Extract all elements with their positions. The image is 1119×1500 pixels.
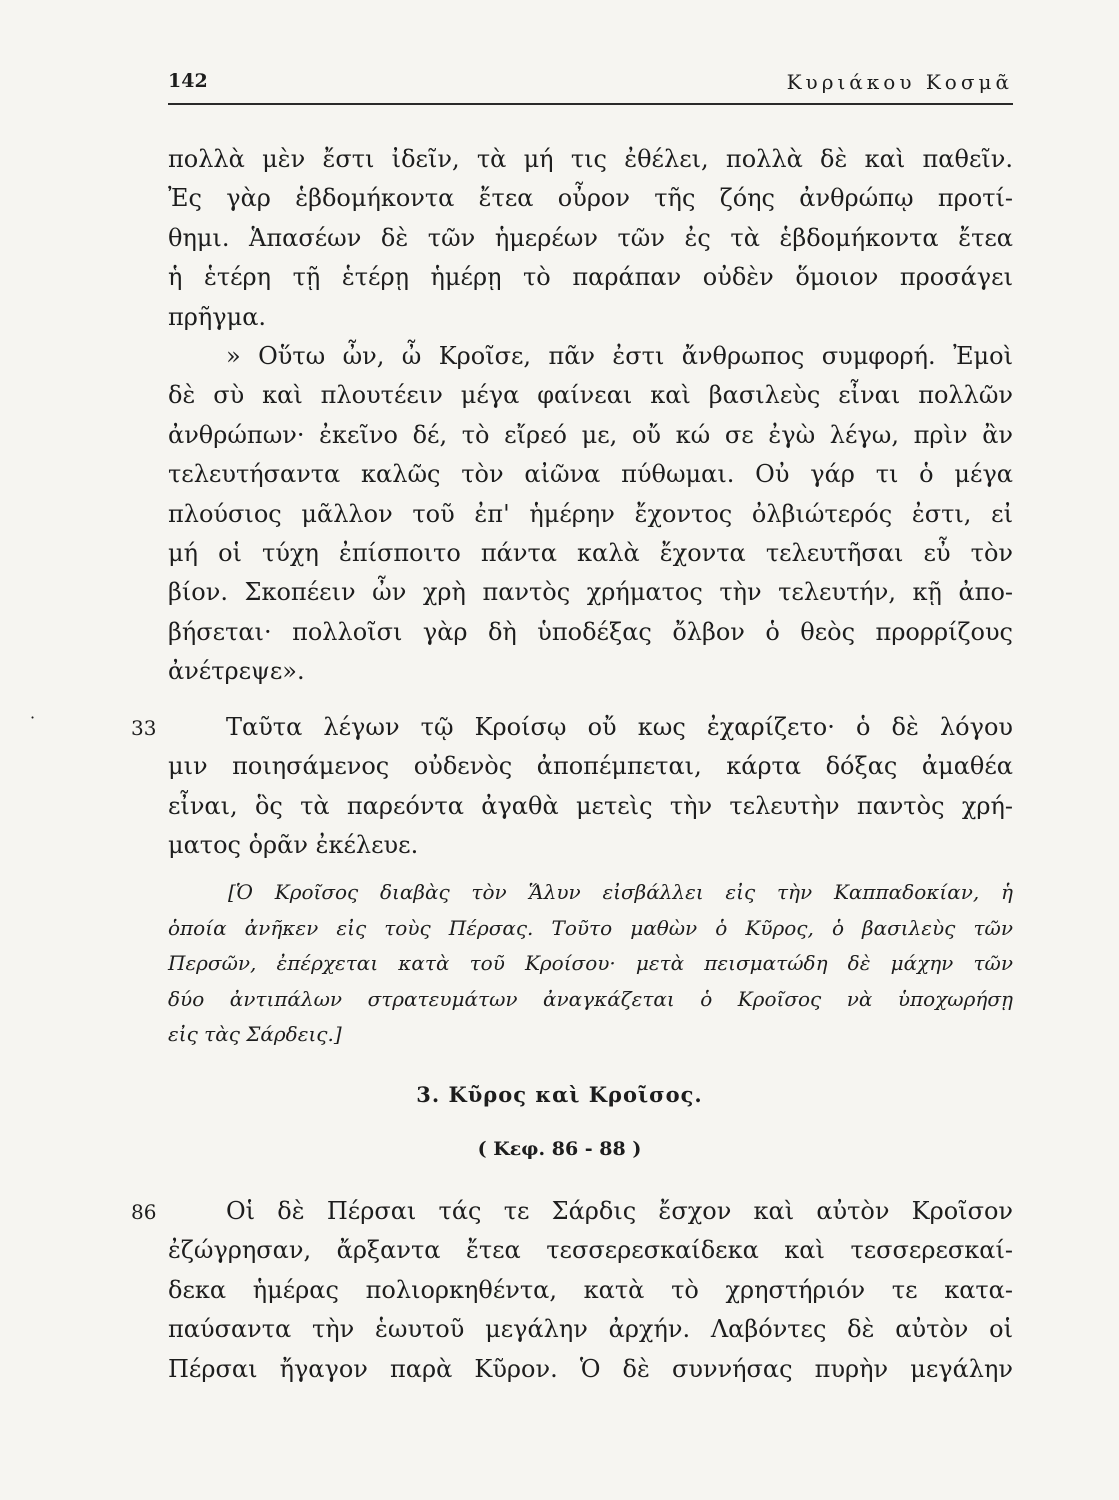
text-line: πολλὰ μὲν ἔστι ἰδεῖν, τὰ μή τις ἐθέλει, πολλὰ δὲ καὶ παθεῖν. (168, 145, 1013, 173)
margin-chapter-number: 86 (131, 1200, 157, 1224)
text-line: ἀνέτρεψε». (168, 657, 305, 686)
text-line: δεκα ἡμέρας πολιορκηθέντα, κατὰ τὸ χρηστήριόν τε κατα- (168, 1275, 1013, 1304)
text-line: ἡ ἑτέρη τῇ ἑτέρῃ ἡμέρῃ τὸ παράπαν οὐδὲν ὅμοιον προσάγει (168, 263, 1013, 292)
note-line: δύο ἀντιπάλων στρατευμάτων ἀναγκάζεται ὁ Κροῖσος νὰ ὑποχωρήσῃ (168, 986, 1013, 1011)
summary-note (168, 875, 1013, 1053)
text-line: βήσεται· πολλοῖσι γὰρ δὴ ὑποδέξας ὄλβον ὁ θεὸς προρρίζους (168, 617, 1013, 646)
note-line: ὁποία ἀνῆκεν εἰς τοὺς Πέρσας. Τοῦτο μαθὼν ὁ Κῦρος, ὁ βασιλεὺς τῶν (168, 915, 1013, 940)
margin-mark: · (30, 708, 36, 727)
text-line: ματος ὁρᾶν ἐκέλευε. (168, 831, 419, 860)
note-line: Περσῶν, ἐπέρχεται κατὰ τοῦ Κροίσου· μετὰ πεισματώδη δὲ μάχην τῶν (168, 951, 1013, 976)
text-line: Οἱ δὲ Πέρσαι τάς τε Σάρδις ἔσχον καὶ αὐτὸν Κροῖσον (226, 1197, 1013, 1225)
note-line: [Ὁ Κροῖσος διαβὰς τὸν Ἅλυν εἰσβάλλει εἰς τὴν Καππαδοκίαν, ἡ (228, 880, 1013, 904)
text-line: Πέρσαι ἤγαγον παρὰ Κῦρον. Ὁ δὲ συννήσας πυρὴν μεγάλην (168, 1354, 1013, 1383)
text-line: ἀνθρώπων· ἐκεῖνο δέ, τὸ εἴρεό με, οὔ κώ σε ἐγὼ λέγω, πρὶν ἂν (168, 420, 1013, 449)
text-line: τελευτήσαντα καλῶς τὸν αἰῶνα πύθωμαι. Οὐ γάρ τι ὁ μέγα (168, 460, 1013, 489)
chapter-range: ( Κεφ. 86 - 88 ) (477, 1138, 642, 1160)
text-line: πρῆγμα. (168, 302, 267, 331)
text-line: μή οἱ τύχη ἐπίσποιτο πάντα καλὰ ἔχοντα τελευτῆσαι εὖ τὸν (168, 538, 1013, 567)
header-rule (168, 103, 1013, 105)
paragraph-33 (131, 708, 1013, 866)
text-line: δὲ σὺ καὶ πλουτέειν μέγα φαίνεαι καὶ βασιλεὺς εἶναι πολλῶν (168, 381, 1013, 410)
margin-chapter-number: 33 (131, 716, 157, 740)
text-line: παύσαντα τὴν ἑωυτοῦ μεγάλην ἀρχήν. Λαβόντες δὲ αὐτὸν οἱ (168, 1315, 1013, 1344)
text-line: πλούσιος μᾶλλον τοῦ ἐπ' ἡμέρην ἔχοντος ὀλβιώτερός ἐστι, εἰ (168, 499, 1013, 528)
text-line: Ἐς γὰρ ἑβδομήκοντα ἔτεα οὖρον τῆς ζόης ἀνθρώπῳ προτί- (168, 184, 1013, 213)
text-line: εἶναι, ὃς τὰ παρεόντα ἀγαθὰ μετεὶς τὴν τελευτὴν παντὸς χρή- (168, 791, 1013, 820)
page-number: 142 (168, 70, 208, 92)
section-heading: 3. Κῦρος καὶ Κροῖσος. (416, 1082, 703, 1107)
text-line: θημι. Ἁπασέων δὲ τῶν ἡμερέων τῶν ἐς τὰ ἑβδομήκοντα ἔτεα (168, 223, 1013, 252)
text-line: Ταῦτα λέγων τῷ Κροίσῳ οὔ κως ἐχαρίζετο· ὁ δὲ λόγου (226, 713, 1013, 741)
paragraph-speech (168, 140, 1013, 691)
text-line: μιν ποιησάμενος οὐδενὸς ἀποπέμπεται, κάρτα δόξας ἀμαθέα (168, 752, 1013, 781)
paragraph-86 (131, 1192, 1013, 1389)
running-head: Κυριάκου Κοσμᾶ (786, 70, 1013, 94)
text-line: βίον. Σκοπέειν ὦν χρὴ παντὸς χρήματος τὴν τελευτήν, κῇ ἀπο- (168, 578, 1013, 607)
page-header (168, 70, 1013, 104)
note-line: εἰς τὰς Σάρδεις.] (168, 1022, 342, 1047)
text-line: ἐζώγρησαν, ἄρξαντα ἔτεα τεσσερεσκαίδεκα καὶ τεσσερεσκαί- (168, 1236, 1013, 1265)
text-line: » Οὕτω ὦν, ὦ Κροῖσε, πᾶν ἐστι ἄνθρωπος συμφορή. Ἐμοὶ (226, 341, 1013, 370)
